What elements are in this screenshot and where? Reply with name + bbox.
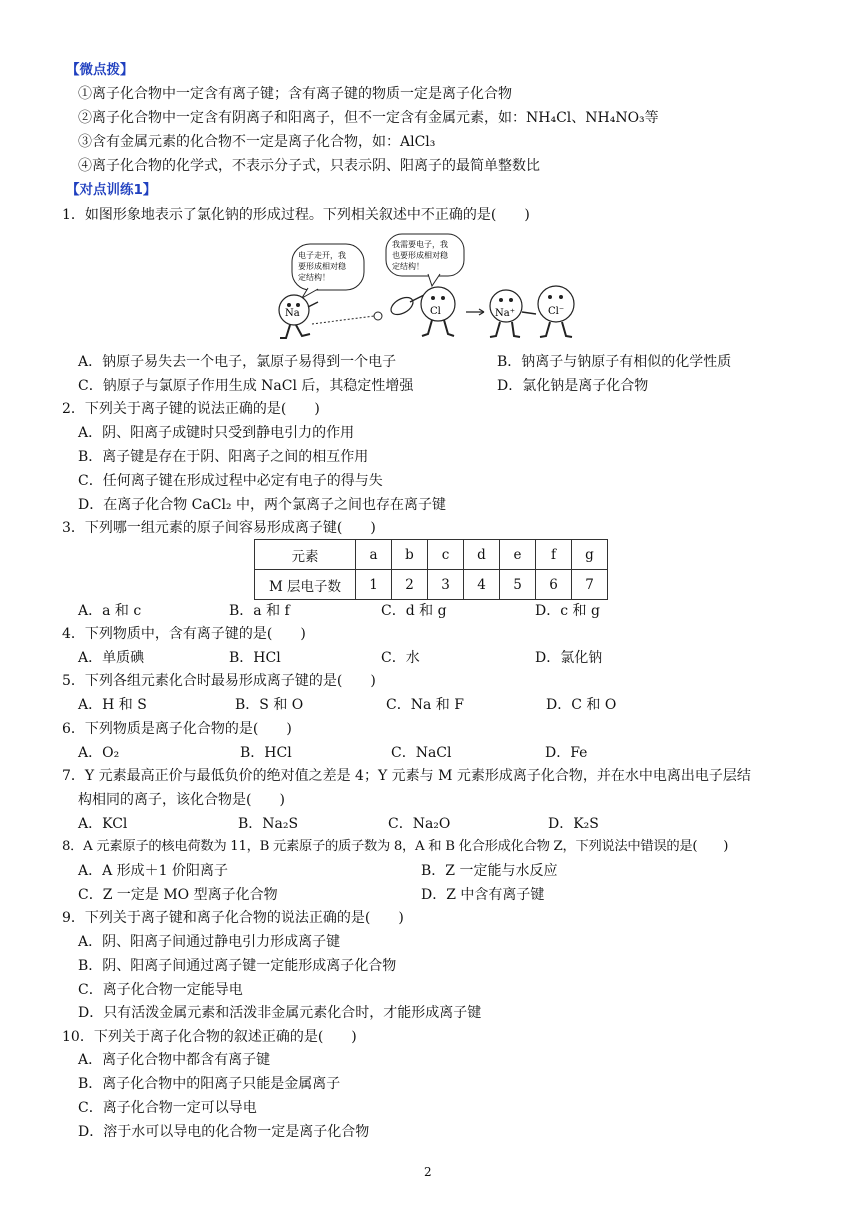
bubble-left-line: 要形成相对稳 <box>298 262 346 271</box>
option: A．离子化合物中都含有离子键 <box>78 1052 271 1068</box>
option: C．Na 和 F <box>386 697 464 713</box>
tip-item: ①离子化合物中一定含有离子键；含有离子键的物质一定是离子化合物 <box>78 86 512 102</box>
option: B．阴、阳离子间通过离子键一定能形成离子化合物 <box>78 958 397 974</box>
question-stem: 8．A 元素原子的核电荷数为 11，B 元素原子的质子数为 8，A 和 B 化合形成化合物 Z，下列说法中错误的是( ) <box>62 839 729 854</box>
table-cell: f <box>536 540 572 570</box>
page-number: 2 <box>424 1165 432 1179</box>
option: A．阴、阳离子成键时只受到静电引力的作用 <box>78 425 355 441</box>
atom-cl-label: Cl <box>430 306 441 317</box>
option: D．K₂S <box>548 816 599 832</box>
option: D．只有活泼金属元素和活泼非金属元素化合时，才能形成离子键 <box>78 1005 482 1021</box>
table-cell: a <box>356 540 392 570</box>
question-stem: 10．下列关于离子化合物的叙述正确的是( ) <box>62 1029 357 1045</box>
question-stem: 7．Y 元素最高正价与最低负价的绝对值之差是 4；Y 元素与 M 元素形成离子化合物，并在水中电离出电子层结 <box>62 768 751 784</box>
bubble-right-line: 我需要电子，我 <box>392 240 448 249</box>
table-cell: 6 <box>536 570 572 600</box>
question-stem: 4．下列物质中，含有离子键的是( ) <box>62 626 306 642</box>
table-cell: g <box>572 540 608 570</box>
option: A．a 和 c <box>78 603 142 619</box>
option: C．离子化合物一定能导电 <box>78 982 243 998</box>
option: D．Z 中含有离子键 <box>421 887 545 903</box>
option: D．溶于水可以导电的化合物一定是离子化合物 <box>78 1124 370 1140</box>
option: A．单质碘 <box>78 650 145 666</box>
tip-item: ③含有金属元素的化合物不一定是离子化合物，如：AlCl₃ <box>78 134 436 150</box>
question-stem: 6．下列物质是离子化合物的是( ) <box>62 721 292 737</box>
option: C．离子化合物一定可以导电 <box>78 1100 257 1116</box>
option: C．Na₂O <box>388 816 451 832</box>
table-cell: 4 <box>464 570 500 600</box>
table-cell: e <box>500 540 536 570</box>
option: B．a 和 f <box>229 603 290 619</box>
option: D．Fe <box>545 745 588 761</box>
element-table <box>254 539 608 600</box>
practice-header: 【对点训练1】 <box>66 182 157 198</box>
table-cell: c <box>428 540 464 570</box>
option: A．H 和 S <box>78 697 147 713</box>
atom-na-label: Na <box>285 308 300 319</box>
option: D．氯化钠 <box>535 650 603 666</box>
tip-item: ②离子化合物中一定含有阴离子和阳离子，但不一定含有金属元素，如：NH₄Cl、NH₄NO₃等 <box>78 110 659 126</box>
question-stem: 2．下列关于离子键的说法正确的是( ) <box>62 401 320 417</box>
option: B．HCl <box>229 650 281 666</box>
option: D．C 和 O <box>546 697 617 713</box>
bubble-right-line: 也要形成相对稳 <box>392 251 448 260</box>
option: A．A 形成＋1 价阳离子 <box>78 863 229 879</box>
question-stem: 9．下列关于离子键和离子化合物的说法正确的是( ) <box>62 910 404 926</box>
question-stem: 3．下列哪一组元素的原子间容易形成离子键( ) <box>62 520 376 536</box>
option: B．Z 一定能与水反应 <box>421 863 558 879</box>
option: C．水 <box>381 650 420 666</box>
option: B．HCl <box>240 745 292 761</box>
table-cell: 5 <box>500 570 536 600</box>
option: C．NaCl <box>391 745 452 761</box>
option: C．d 和 g <box>381 603 447 619</box>
option: C．任何离子键在形成过程中必定有电子的得与失 <box>78 473 383 489</box>
option: C．钠原子与氯原子作用生成 NaCl 后，其稳定性增强 <box>78 378 414 394</box>
tips-header: 【微点拨】 <box>66 62 134 78</box>
table-cell: 3 <box>428 570 464 600</box>
bubble-left-line: 定结构！ <box>298 273 330 282</box>
table-row-label: 元素 <box>255 540 356 570</box>
option: B．S 和 O <box>235 697 304 713</box>
ion-cl-label: Cl⁻ <box>548 306 565 317</box>
question-stem: 5．下列各组元素化合时最易形成离子键的是( ) <box>62 673 376 689</box>
ion-na-label: Na⁺ <box>495 308 515 319</box>
nacl-formation-illustration <box>278 232 588 346</box>
bubble-left-line: 电子走开，我 <box>298 251 346 260</box>
bubble-right-line: 定结构！ <box>392 262 424 271</box>
table-cell: 2 <box>392 570 428 600</box>
table-cell: b <box>392 540 428 570</box>
table-cell: d <box>464 540 500 570</box>
option: C．Z 一定是 MO 型离子化合物 <box>78 887 278 903</box>
option: D．c 和 g <box>535 603 600 619</box>
table-row-label: M 层电子数 <box>255 570 356 600</box>
option: A．阴、阳离子间通过静电引力形成离子键 <box>78 934 341 950</box>
option: B．离子键是存在于阴、阳离子之间的相互作用 <box>78 449 369 465</box>
table-cell: 1 <box>356 570 392 600</box>
option: B．离子化合物中的阳离子只能是金属离子 <box>78 1076 341 1092</box>
option: B．Na₂S <box>238 816 299 832</box>
option: A．钠原子易失去一个电子，氯原子易得到一个电子 <box>78 354 397 370</box>
option: A．O₂ <box>78 745 120 761</box>
tip-item: ④离子化合物的化学式，不表示分子式，只表示阴、阳离子的最简单整数比 <box>78 158 540 174</box>
table-cell: 7 <box>572 570 608 600</box>
option: D．氯化钠是离子化合物 <box>497 378 649 394</box>
option: D．在离子化合物 CaCl₂ 中，两个氯离子之间也存在离子键 <box>78 497 446 513</box>
question-stem-continued: 构相同的离子，该化合物是( ) <box>78 792 285 808</box>
option: A．KCl <box>78 816 128 832</box>
option: B．钠离子与钠原子有相似的化学性质 <box>497 354 732 370</box>
question-stem: 1．如图形象地表示了氯化钠的形成过程。下列相关叙述中不正确的是( ) <box>62 207 530 223</box>
